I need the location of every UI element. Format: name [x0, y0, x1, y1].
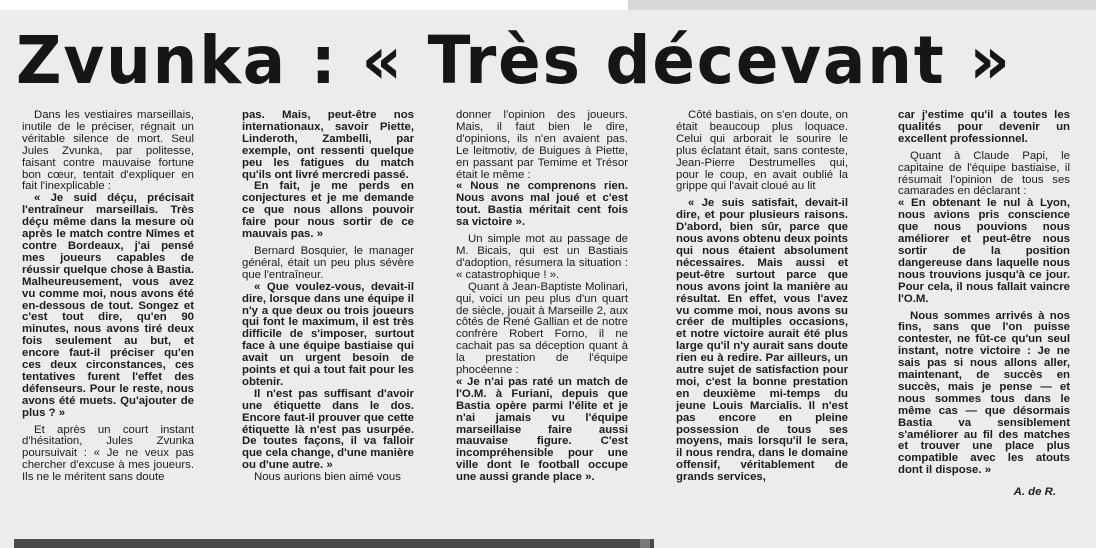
quote-paragraph: « Je n'ai pas raté un match de l'O.M. à Furiani, depuis que Bastia opère parmi l'élite et je n'ai jamais vu l'équipe marseillaise faire aussi mauvaise figure. C'est incompréhensible pour une ville dont le football occupe une aussi grande place ».	[456, 375, 628, 484]
quote-paragraph: Nous sommes arrivés à nos fins, sans que l'on puisse contester, ne fût-ce qu'un seul instant, notre victoire : Je ne sais pas si nous allons aller, maintenant, de succès en succès, mais je pense — et nous sommes tous dans le même cas — que désormais Bastia va sensiblement s'améliorer au fil des matches et trouver une place plus compatible avec les atouts dont il dispose. »	[898, 309, 1070, 477]
quote-paragraph: Il n'est pas suffisant d'avoir une étiquette dans le dos. Encore faut-il prouver que cette étiquette là n'est pas usurpée. De toutes façons, il va falloir que cela change, d'une manière ou d'une autre. »	[242, 387, 414, 472]
paragraph: Bernard Bosquier, le manager général, était un peu plus sévère que l'entraîneur.	[242, 244, 414, 281]
paragraph: Quant à Jean-Baptiste Molinari, qui, voici un peu plus d'un quart de siècle, jouait à Marseille 2, aux côtés de René Gallian et de notre confrère Robert Forno, il ne cachait pas sa déception quant à la prestation de l'équipe phocéenne :	[456, 280, 628, 377]
paragraph: Dans les vestiaires marseillais, inutile de le préciser, régnait un véritable silence de mort. Seul Jules Zvunka, par politesse, faisant contre mauvaise fortune bon cœur, tentait d'expliquer en fait l'inexplicable :	[22, 110, 194, 193]
paragraph: Côté bastiais, on s'en doute, on était beaucoup plus loquace. Celui qui arborait le sourire le plus éclatant était, sans conteste, Jean-Pierre Destrumelles qui, pour le coup, en avait oublié la grippe qui l'avait cloué au lit	[676, 110, 848, 193]
article-column-1	[22, 110, 194, 548]
article-column-3	[456, 110, 628, 548]
quote-paragraph: car j'estime qu'il a toutes les qualités pour devenir un excellent professionnel.	[898, 110, 1070, 145]
article-column-4	[676, 110, 848, 548]
author-signature: A. de R.	[1013, 486, 1056, 499]
quote-paragraph: « Nous ne comprenons rien. Nous avons mal joué et c'est tout. Bastia méritait cent fois sa victoire ».	[456, 180, 628, 229]
quote-paragraph: pas. Mais, peut-être nos internationaux, savoir Piette, Linderoth, Zambelli, par exemple, ont ressenti quelque peu les fatigues du match qu'ils ont livré mercredi passé.	[242, 110, 414, 181]
paragraph: Nous aurions bien aimé vous	[254, 471, 401, 484]
paragraph: Quant à Claude Papi, le capitaine de l'équipe bastiaise, il résumait l'opinion de tous ses camarades en déclarant :	[898, 149, 1070, 198]
bottom-rule-end	[640, 539, 650, 548]
article-column-2	[242, 110, 414, 548]
headline: Zvunka : « Très décevant »	[16, 22, 1012, 99]
paragraph: Et après un court instant d'hésitation, Jules Zvunka poursuivait : « Je ne veux pas chercher d'excuse à mes joueurs. Ils ne le méritent sans doute	[22, 423, 194, 484]
quote-paragraph: « Je suid déçu, précisait l'entraîneur marseillais. Très déçu même dans la mesure où après le match contre Nîmes et contre Bordeaux, j'ai pensé mes joueurs capables de réussir quelque chose à Bastia. Malheureusement, vous avez vu comme moi, nous avons été en-dessous de tout. Songez et c'est tout dire, qu'en 90 minutes, nous avons tiré deux fois seulement au but, et encore faut-il préciser qu'en ces deux circonstances, ces tentatives furent l'effet des défenseurs. Pour le reste, nous avons été muets. Qu'ajouter de plus ? »	[22, 192, 194, 419]
scan-edge	[628, 0, 1096, 10]
quote-paragraph: En fait, je me perds en conjectures et je me demande ce que nous allons pouvoir faire pour nous sortir de ce mauvais pas. »	[242, 180, 414, 241]
paragraph: Un simple mot au passage de M. Bicais, qui est un Bastiais d'adoption, résumera la situation : « catastrophique ! ».	[456, 233, 628, 281]
quote-paragraph: « En obtenant le nul à Lyon, nous avions pris conscience que nous pouvions nous améliorer et peut-être nous sortir de la position dangereuse dans laquelle nous nous trouvions jusqu'à ce jour. Pour cela, il nous fallait vaincre l'O.M.	[898, 197, 1070, 305]
quote-paragraph: « Je suis satisfait, devait-il dire, et pour plusieurs raisons. D'abord, bien sûr, parce que nous avons obtenu deux points qui nous étaient absolument nécessaires. Mais aussi et peut-être surtout parce que nous avons joint la manière au résultat. En effet, vous l'avez vu comme moi, nous avons su créer de multiples occasions, et notre victoire aurait été plus large qu'il n'y aurait sans doute rien eu à redire. Par ailleurs, un autre sujet de satisfaction pour moi, c'est la bonne prestation en deuxième mi-temps du jeune Louis Marcialis. Il n'est pas encore en pleine possession de tous ses moyens, mais lorsqu'il le sera, il nous rendra, dans le domaine offensif, véritablement de grands services,	[676, 197, 848, 484]
article-column-5	[898, 110, 1070, 548]
quote-paragraph: « Que voulez-vous, devait-il dire, lorsque dans une équipe il n'y a que deux ou trois joueurs qui font le maximum, il est très difficile de s'imposer, surtout face à une équipe bastiaise qui avait un urgent besoin de points et qui a tout fait pour les obtenir.	[242, 280, 414, 388]
bottom-rule	[14, 539, 654, 548]
newspaper-clipping	[0, 10, 1096, 548]
paragraph: donner l'opinion des joueurs. Mais, il faut bien le dire, d'opinions, ils n'en avaient pas. Le leitmotiv, de Buigues à Piette, en passant par Temime et Trésor était le même :	[456, 110, 628, 181]
